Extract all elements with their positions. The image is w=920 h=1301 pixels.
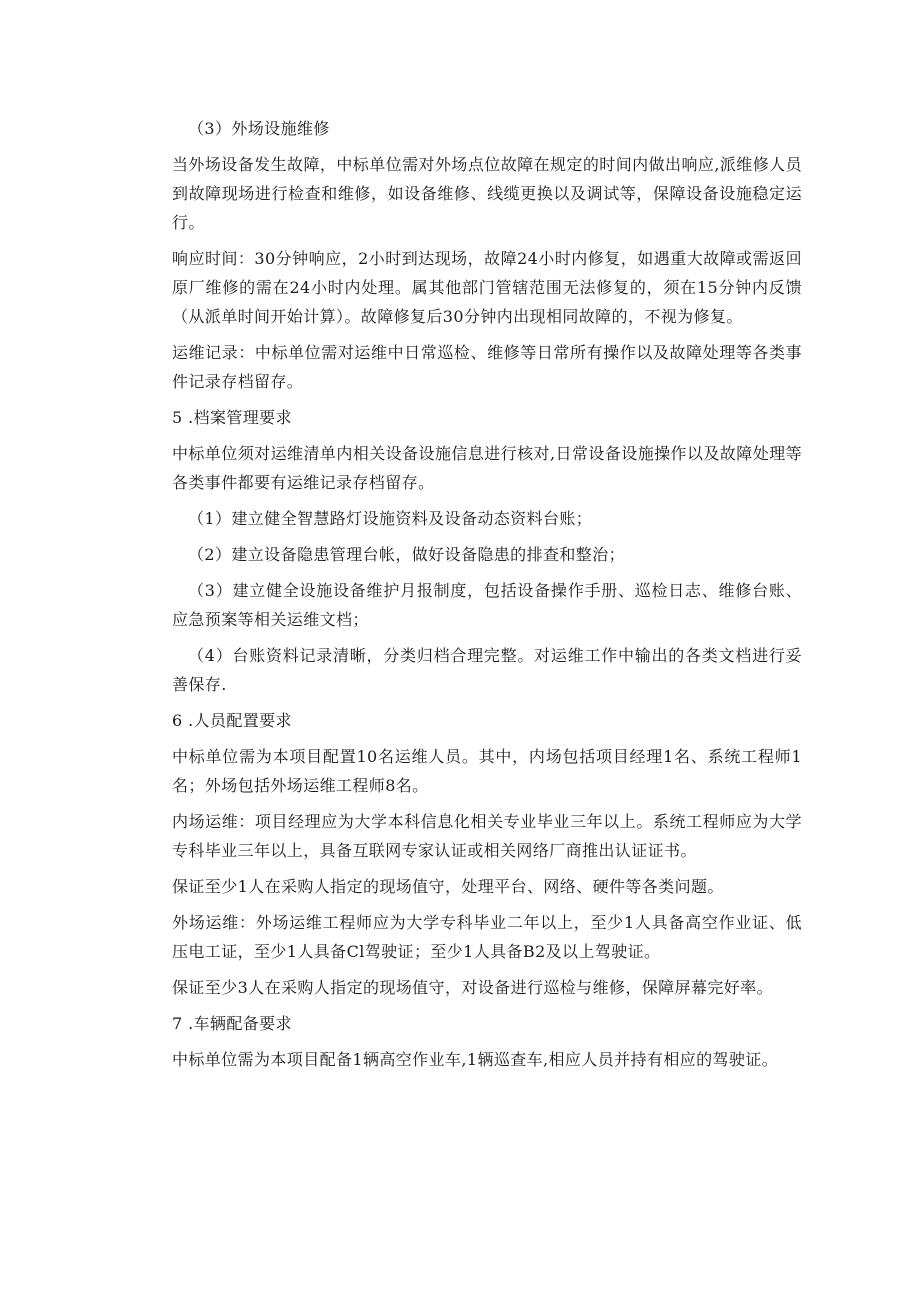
paragraph-outdoor-ops: 外场运维：外场运维工程师应为大学专科毕业二年以上，至少1人具备高空作业证、低压电工证，至少1人具备Cl驾驶证；至少1人具备B2及以上驾驶证。 — [172, 913, 802, 961]
section-heading-staffing: 6 .人员配置要求 — [172, 711, 292, 730]
list-item-archive-1: （1）建立健全智慧路灯设施资料及设备动态资料台账； — [188, 509, 593, 528]
section-heading-archive: 5 .档案管理要求 — [172, 408, 292, 427]
document-body — [172, 114, 802, 1074]
paragraph-response-time: 响应时间：30分钟响应，2小时到达现场，故障24小时内修复，如遇重大故障或需返回原厂维修的需在24小时内处理。属其他部门管辖范围无法修复的，须在15分钟内反馈（从派单时间开始计算）。故障修复后30分钟内出现相同故障的，不视为修复。 — [172, 249, 802, 326]
list-item-archive-3: （3）建立健全设施设备维护月报制度，包括设备操作手册、巡检日志、维修台账、应急预案等相关运维文档； — [172, 581, 802, 629]
list-item-archive-2: （2）建立设备隐患管理台帐，做好设备隐患的排查和整治； — [188, 545, 625, 564]
paragraph-staffing-intro: 中标单位需为本项目配置10名运维人员。其中，内场包括项目经理1名、系统工程师1名；外场包括外场运维工程师8名。 — [172, 747, 802, 795]
paragraph-indoor-ops: 内场运维：项目经理应为大学本科信息化相关专业毕业三年以上。系统工程师应为大学专科毕业三年以上，具备互联网专家认证或相关网络厂商推出认证证书。 — [172, 812, 802, 860]
paragraph-vehicles: 中标单位需为本项目配备1辆高空作业车,1辆巡查车,相应人员并持有相应的驾驶证。 — [172, 1050, 779, 1069]
paragraph-archive-intro: 中标单位须对运维清单内相关设备设施信息进行核对,日常设备设施操作以及故障处理等各类事件都要有运维记录存档留存。 — [172, 444, 802, 492]
paragraph-maintenance-record: 运维记录：中标单位需对运维中日常巡检、维修等日常所有操作以及故障处理等各类事件记录存档留存。 — [172, 343, 802, 391]
paragraph-outdoor-fault: 当外场设备发生故障，中标单位需对外场点位故障在规定的时间内做出响应,派维修人员到故障现场进行检查和维修，如设备维修、线缆更换以及调试等，保障设备设施稳定运行。 — [172, 155, 802, 232]
list-item-archive-4: （4）台账资料记录清晰，分类归档合理完整。对运维工作中输出的各类文档进行妥善保存. — [172, 646, 802, 694]
paragraph-indoor-onsite: 保证至少1人在采购人指定的现场值守，处理平台、网络、硬件等各类问题。 — [172, 877, 724, 896]
section-heading-vehicles: 7 .车辆配备要求 — [172, 1014, 292, 1033]
subsection-title-outdoor-maintenance: （3）外场设施维修 — [188, 119, 330, 138]
paragraph-outdoor-onsite: 保证至少3人在采购人指定的现场值守，对设备进行巡检与维修，保障屏幕完好率。 — [172, 978, 773, 997]
